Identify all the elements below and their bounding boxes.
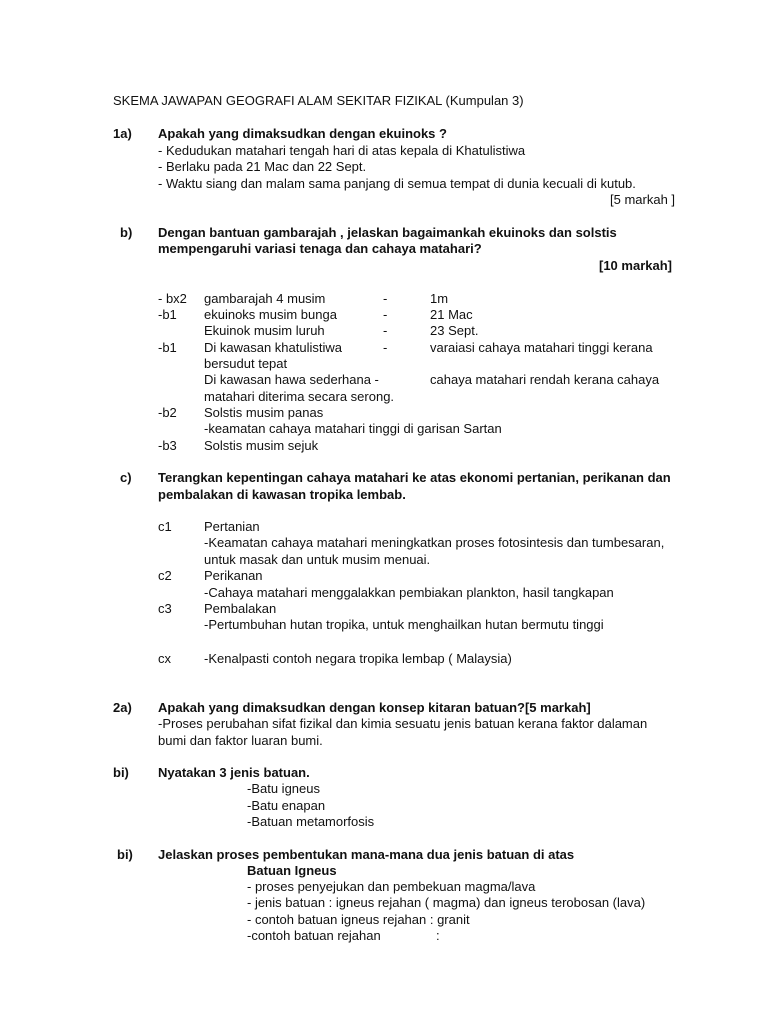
q1c-row-code: c1 [158, 519, 172, 534]
q2bi-answer-1: -Batu igneus [247, 781, 320, 796]
q2a-answer-line1: -Proses perubahan sifat fizikal dan kimia sesuatu jenis batuan kerana faktor dalaman [158, 716, 648, 731]
q1b-row-text: gambarajah 4 musim [204, 291, 326, 306]
q1c-number: c) [120, 470, 132, 485]
q1b-question-line1: Dengan bantuan gambarajah , jelaskan bagaimankah ekuinoks dan solstis [158, 225, 617, 240]
q1c-question-line2: pembalakan di kawasan tropika lembab. [158, 487, 406, 502]
q2bi-question: Nyatakan 3 jenis batuan. [158, 765, 310, 780]
q1c-question-line1: Terangkan kepentingan cahaya matahari ke atas ekonomi pertanian, perikanan dan [158, 470, 671, 485]
q1b-row-code: - bx2 [158, 291, 187, 306]
q1b-row-value: cahaya matahari rendah kerana cahaya [430, 372, 660, 387]
q1c-row-text: Perikanan [204, 568, 263, 583]
q1b-row-dash: - [383, 323, 388, 338]
q1b-row-text: matahari diterima secara serong. [204, 389, 395, 404]
q1b-row-code: -b1 [158, 307, 177, 322]
q1b-row-value: 21 Mac [430, 307, 473, 322]
q1c-row-code: c2 [158, 568, 172, 583]
q1b-row-text: -keamatan cahaya matahari tinggi di garisan Sartan [204, 421, 502, 436]
q1c-row-text: Pertanian [204, 519, 260, 534]
q1b-row-text: Di kawasan khatulistiwa [204, 340, 343, 355]
q1b-row-dash: - [383, 340, 388, 355]
q1b-row-text: bersudut tepat [204, 356, 288, 371]
q1b-question-line2: mempengaruhi variasi tenaga dan cahaya matahari? [158, 241, 482, 256]
q1b-row-code: -b2 [158, 405, 177, 420]
q1b-marks: [10 markah] [599, 258, 672, 273]
q1c-row-code: c3 [158, 601, 172, 616]
q2bi-answer-3: -Batuan metamorfosis [247, 814, 375, 829]
q1a-answer-3: - Waktu siang dan malam sama panjang di semua tempat di dunia kecuali di kutub. [158, 176, 636, 191]
q2a-answer-line2: bumi dan faktor luaran bumi. [158, 733, 323, 748]
q1a-marks: [5 markah ] [610, 192, 676, 207]
q2bii-answer-1: - proses penyejukan dan pembekuan magma/lava [247, 879, 536, 894]
q2bii-trailing-colon: : [436, 928, 440, 943]
q1b-row-dash: - [383, 291, 388, 306]
q1c-row-text: untuk masak dan untuk musim menuai. [204, 552, 431, 567]
q2a-number: 2a) [113, 700, 132, 715]
q1c-row-text: -Kenalpasti contoh negara tropika lembap ( Malaysia) [204, 651, 512, 666]
q1b-row-code: -b1 [158, 340, 177, 355]
q1a-answer-1: - Kedudukan matahari tengah hari di atas kepala di Khatulistiwa [158, 143, 526, 158]
q2bii-answer-2: - jenis batuan : igneus rejahan ( magma) dan igneus terobosan (lava) [247, 895, 646, 910]
q2bi-number: bi) [113, 765, 129, 780]
document-title: SKEMA JAWAPAN GEOGRAFI ALAM SEKITAR FIZIKAL (Kumpulan 3) [113, 93, 524, 108]
q1c-row-text: -Pertumbuhan hutan tropika, untuk menghailkan hutan bermutu tinggi [204, 617, 604, 632]
q1b-row-text: Ekuinok musim luruh [204, 323, 325, 338]
q1b-number: b) [120, 225, 133, 240]
q1b-row-value: varaiasi cahaya matahari tinggi kerana [430, 340, 653, 355]
q2bii-number: bi) [117, 847, 133, 862]
q2bii-subheading: Batuan Igneus [247, 863, 337, 878]
q2a-question: Apakah yang dimaksudkan dengan konsep kitaran batuan?[5 markah] [158, 700, 591, 715]
q1a-answer-2: - Berlaku pada 21 Mac dan 22 Sept. [158, 159, 367, 174]
q1c-row-text: Pembalakan [204, 601, 277, 616]
q1c-row-code: cx [158, 651, 171, 666]
q1b-row-text: Solstis musim sejuk [204, 438, 319, 453]
q1c-row-text: -Cahaya matahari menggalakkan pembiakan plankton, hasil tangkapan [204, 585, 614, 600]
q2bii-answer-3: - contoh batuan igneus rejahan : granit [247, 912, 470, 927]
q1b-row-code: -b3 [158, 438, 177, 453]
q1b-row-value: 1m [430, 291, 449, 306]
q1b-row-value: 23 Sept. [430, 323, 479, 338]
q1b-row-dash: - [383, 307, 388, 322]
q1b-row-text: Di kawasan hawa sederhana - [204, 372, 379, 387]
q1c-row-text: -Keamatan cahaya matahari meningkatkan proses fotosintesis dan tumbesaran, [204, 535, 665, 550]
q1b-row-text: Solstis musim panas [204, 405, 324, 420]
q1a-question: Apakah yang dimaksudkan dengan ekuinoks ? [158, 126, 447, 141]
q2bii-answer-4: -contoh batuan rejahan [247, 928, 381, 943]
q1a-number: 1a) [113, 126, 132, 141]
q1b-row-text: ekuinoks musim bunga [204, 307, 337, 322]
q2bii-question: Jelaskan proses pembentukan mana-mana dua jenis batuan di atas [158, 847, 575, 862]
q2bi-answer-2: -Batu enapan [247, 798, 326, 813]
